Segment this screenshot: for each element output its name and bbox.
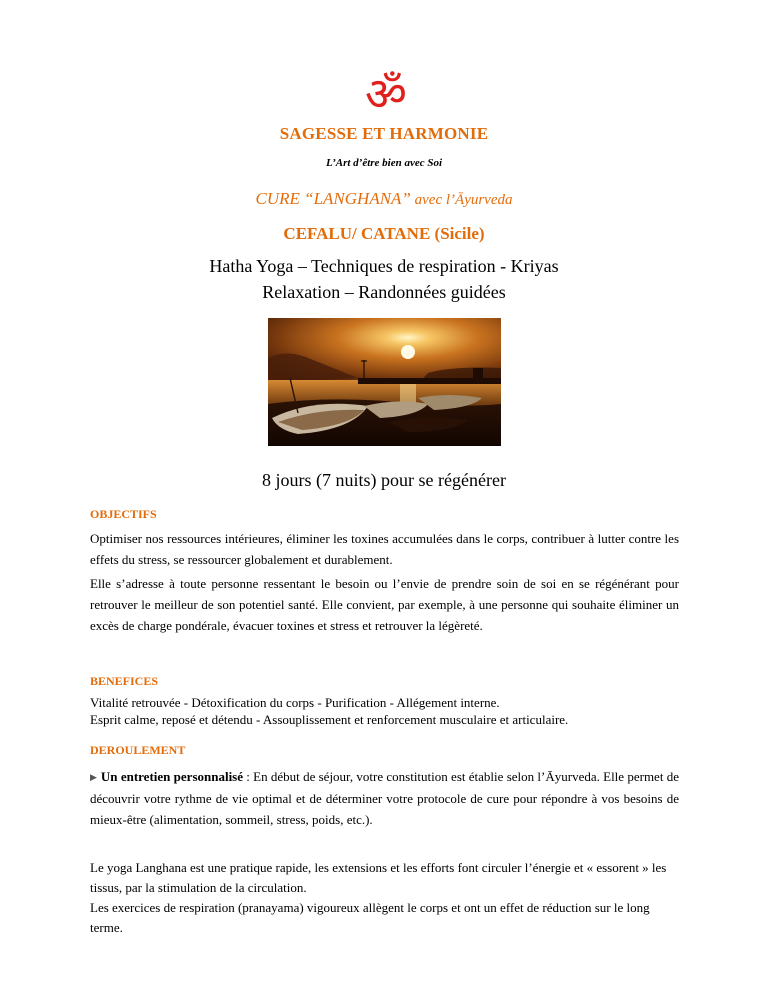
duration-line: 8 jours (7 nuits) pour se régénérer	[262, 470, 506, 490]
section-heading-benefices: BENEFICES	[90, 674, 159, 688]
benefices-line-1: Vitalité retrouvée - Détoxification du corps - Purification - Allégement interne.	[90, 695, 500, 710]
section-heading-objectifs: OBJECTIFS	[90, 507, 157, 521]
objectifs-text-2: Elle s’adresse à toute personne ressentant le besoin ou l’envie de prendre soin de soi en se régénérant pour retrouver le meilleur de son potentiel santé. Elle convient, par exemple, à une personne qui souhaite éliminer un excès de charge pondérale, évacuer toxines et stress et retrouver la légèreté.	[90, 576, 679, 633]
deroulement-text-2: Les exercices de respiration (pranayama) vigoureux allègent le corps et ont un effet de réduction sur le long terme.	[90, 900, 650, 935]
objectifs-paragraph-2	[90, 573, 679, 636]
deroulement-bullet	[90, 766, 679, 830]
activities-line-2: Relaxation – Randonnées guidées	[262, 282, 506, 302]
cure-suffix: avec l’Āyurveda	[410, 192, 513, 208]
document-subtitle: L’Art d’être bien avec Soi	[325, 157, 443, 169]
svg-text:ॐ: ॐ	[365, 67, 407, 118]
benefices-line-2: Esprit calme, reposé et détendu - Assouplissement et renforcement musculaire et articulaire.	[90, 712, 569, 727]
location-heading: CEFALU/ CATANE (Sicile)	[283, 224, 485, 243]
deroulement-paragraph-2	[90, 858, 679, 938]
cure-heading	[0, 189, 768, 209]
activities-line-1: Hatha Yoga – Techniques de respiration - Kriyas	[209, 256, 559, 276]
bullet-bold-label: Un entretien personnalisé	[100, 769, 244, 784]
triangle-bullet-icon: ▶	[90, 772, 97, 782]
objectifs-paragraph-1	[90, 528, 679, 570]
sunset-harbor-photo	[268, 318, 501, 446]
deroulement-text-1: Le yoga Langhana est une pratique rapide, les extensions et les efforts font circuler l’énergie et « essorent » les tissus, par la stimulation de la circulation.	[90, 860, 667, 895]
benefices-paragraph	[90, 694, 679, 728]
document-title: SAGESSE ET HARMONIE	[279, 124, 489, 143]
cure-name: CURE “LANGHANA”	[255, 189, 411, 208]
bullet-text: : En début de séjour, votre constitution est établie selon l’Āyurveda. Elle permet de découvrir votre rythme de vie optimal et de déterminer votre protocole de cure pour répondre à vos besoins de mieux-être (alimentation, sommeil, stress, poids, etc.).	[90, 769, 679, 827]
om-icon	[358, 66, 414, 118]
section-heading-deroulement: DEROULEMENT	[90, 743, 186, 757]
objectifs-text-1: Optimiser nos ressources intérieures, éliminer les toxines accumulées dans le corps, contribuer à lutter contre les effets du stress, se ressourcer globalement et durablement.	[90, 531, 679, 567]
